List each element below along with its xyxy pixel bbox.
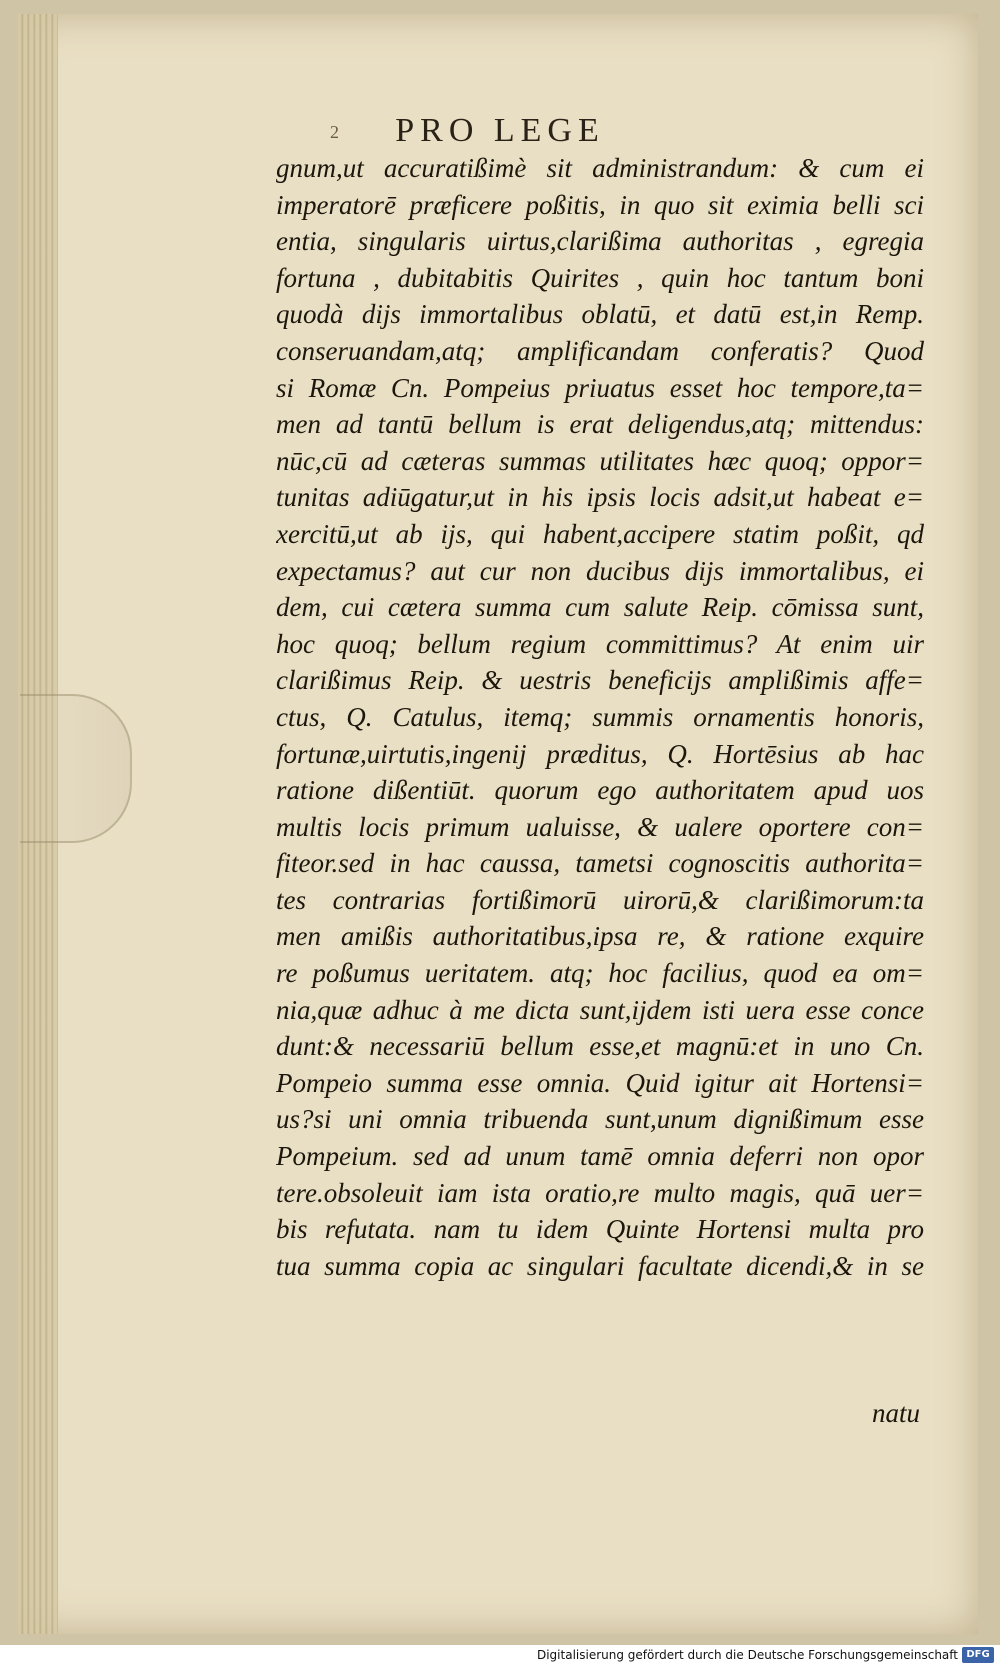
dfg-logo: DFG — [962, 1647, 994, 1663]
text-line: gnum,ut accuratißimè sit administrandum: & cum ei — [276, 153, 924, 183]
text-line: hoc quoq; bellum regium committimus? At enim uir — [276, 628, 924, 659]
text-line: tere.obsoleuit iam ista oratio,re multo magis, quā uer= — [276, 1177, 924, 1208]
text-line: re poßumus ueritatem. atq; hoc facilius, quod ea om= — [276, 958, 924, 989]
text-line: tua summa copia ac singulari facultate dicendi,& in se — [276, 1250, 924, 1281]
digitization-credit: Digitalisierung gefördert durch die Deutsche Forschungsgemeinschaft — [536, 1648, 958, 1662]
text-line: conseruandam,atq; amplificandam conferatis? Quod — [276, 335, 924, 366]
text-line: ctus, Q. Catulus, itemq; summis ornamentis honoris, — [276, 701, 924, 732]
running-header: PRO LEGE — [395, 112, 605, 149]
text-line: tes contrarias fortißimorū uirorū,& clarißimorum:ta — [276, 884, 924, 915]
text-line: tunitas adiūgatur,ut in his ipsis locis adsit,ut habeat e= — [276, 482, 924, 513]
catchword: natu — [872, 1398, 921, 1428]
text-line: ratione dißentiūt. quorum ego authoritatem apud uos — [276, 775, 924, 806]
text-line: si Romæ Cn. Pompeius priuatus esset hoc tempore,ta= — [276, 372, 924, 403]
page-clip — [20, 694, 132, 843]
text-line: bis refutata. nam tu idem Quinte Hortensi multa pro — [276, 1214, 924, 1245]
text-line: fiteor.sed in hac caussa, tametsi cognoscitis authorita= — [276, 848, 924, 879]
folio-mark: 2 — [330, 122, 339, 142]
text-line: nia,quæ adhuc à me dicta sunt,ijdem isti uera esse conce — [276, 994, 924, 1025]
text-line: fortunæ,uirtutis,ingenij præditus, Q. Hortēsius ab hac — [276, 738, 924, 769]
text-line: xercitū,ut ab ijs, qui habent,accipere statim poßit, qd — [276, 518, 924, 549]
text-line: Pompeio summa esse omnia. Quid igitur ait Hortensi= — [276, 1067, 924, 1098]
text-line: expectamus? aut cur non ducibus dijs immortalibus, ei — [276, 555, 924, 586]
text-line: men ad tantū bellum is erat deligendus,atq; mittendus: — [276, 409, 924, 440]
text-line: nūc,cū ad cæteras summas utilitates hæc quoq; oppor= — [276, 445, 924, 476]
text-line: dunt:& necessariū bellum esse,et magnū:et in uno Cn. — [276, 1031, 924, 1062]
text-line: Pompeium. sed ad unum tamē omnia deferri non opor — [276, 1141, 924, 1172]
text-line: men amißis authoritatibus,ipsa re, & ratione exquire — [276, 921, 924, 952]
text-line: fortuna , dubitabitis Quirites , quin hoc tantum boni — [276, 262, 924, 293]
text-line: quodà dijs immortalibus oblatū, et datū est,in Remp. — [276, 299, 924, 330]
text-line: dem, cui cætera summa cum salute Reip. cōmissa sunt, — [276, 592, 924, 623]
text-line: us?si uni omnia tribuenda sunt,unum dignißimum esse — [276, 1104, 924, 1135]
text-line: imperatorē præficere poßitis, in quo sit eximia belli sci — [276, 189, 924, 220]
text-line: multis locis primum ualuisse, & ualere oportere con= — [276, 811, 924, 842]
text-line: clarißimus Reip. & uestris beneficijs amplißimis affe= — [276, 665, 924, 696]
text-line: entia, singularis uirtus,clarißima authoritas , egregia — [276, 226, 924, 257]
body-text — [276, 150, 924, 1284]
